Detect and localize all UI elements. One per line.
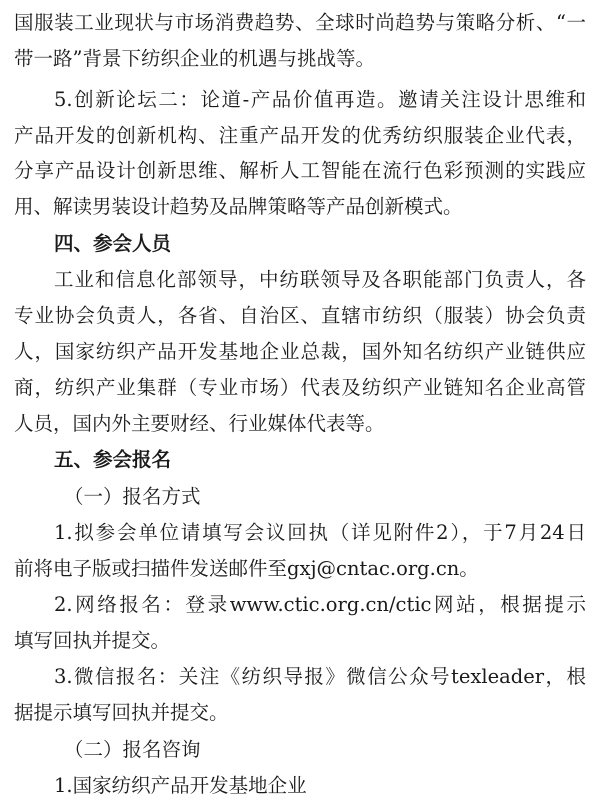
subsection-heading: （一）报名方式 xyxy=(64,485,201,508)
text-line: 专业协会负责人，各省、自治区、直辖市纺织（服装）协会负责 xyxy=(14,304,586,327)
text-line: 3.微信报名：关注《纺织导报》微信公众号texleader，根 xyxy=(54,665,586,688)
text-line: 人，国家纺织产品开发基地企业总裁，国外知名纺织产业链供应 xyxy=(14,340,586,363)
subsection-heading: （二）报名咨询 xyxy=(64,738,201,761)
text-line: 商，纺织产业集群（专业市场）代表及纺织产业链知名企业高管 xyxy=(14,376,586,399)
text-line: 5.创新论坛二：论道-产品价值再造。邀请关注设计思维和 xyxy=(54,88,586,111)
text-line: 前将电子版或扫描件发送邮件至gxj@cntac.org.cn。 xyxy=(14,557,479,580)
text-line: 人员，国内外主要财经、行业媒体代表等。 xyxy=(14,412,385,435)
text-line: 工业和信息化部领导，中纺联领导及各职能部门负责人，各 xyxy=(54,268,586,291)
text-line: 用、解读男装设计趋势及品牌策略等产品创新模式。 xyxy=(14,195,463,218)
text-line: 国服装工业现状与市场消费趋势、全球时尚趋势与策略分析、“一 xyxy=(14,11,586,34)
text-line: 据提示填写回执并提交。 xyxy=(14,701,229,724)
section-heading: 五、参会报名 xyxy=(54,448,172,471)
section-heading: 四、参会人员 xyxy=(54,232,172,255)
text-line: 2.网络报名：登录www.ctic.org.cn/ctic网站，根据提示 xyxy=(54,593,586,616)
text-line: 分享产品设计创新思维、解析人工智能在流行色彩预测的实践应 xyxy=(14,159,586,182)
text-line: 带一路”背景下纺织企业的机遇与挑战等。 xyxy=(14,47,375,70)
text-line: 1.国家纺织产品开发基地企业 xyxy=(54,774,307,797)
text-line: 填写回执并提交。 xyxy=(14,629,171,652)
text-line: 1.拟参会单位请填写会议回执（详见附件2），于7月24日 xyxy=(54,521,586,544)
text-line: 产品开发的创新机构、注重产品开发的优秀纺织服装企业代表， xyxy=(14,124,586,147)
